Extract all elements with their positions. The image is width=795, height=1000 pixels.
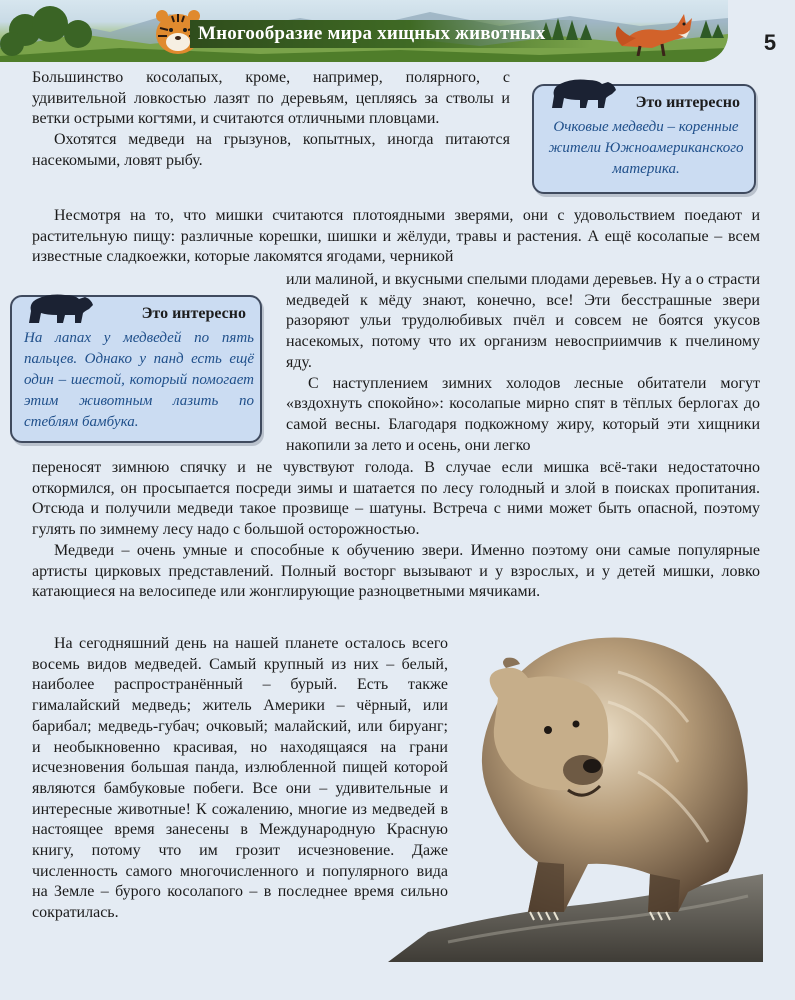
fun-fact-text: На лапах у медведей по пять пальцев. Однако у панд есть ещё один – шестой, который помогает этим животным лазить по стеблям бамбука. xyxy=(24,330,254,430)
paragraph: Большинство косолапых, кроме, например, полярного, с удивительной ловкостью лазят по деревьям, цепляясь за стволы и ветки острыми когтями, и считаются отличными пловцами. xyxy=(32,69,510,128)
fun-fact-text: Очковые медведи – коренные жители Южноамериканского материка. xyxy=(548,119,744,177)
fun-fact-title: Это интересно xyxy=(635,94,740,111)
paragraph: Медведи – очень умные и способные к обучению звери. Именно поэтому они самые популярные артисты цирковых представлений. Полный восторг вызывают и у взрослых, и у детей мишки, ловко катающиеся на велосипеде или жонглирующие разноцветными мячиками. xyxy=(32,541,760,601)
page-number: 5 xyxy=(763,30,777,55)
fun-fact-box xyxy=(10,295,262,443)
brown-bear-illustration xyxy=(388,612,763,962)
paragraph: С наступлением зимних холодов лесные обитатели могут «вздохнуть спокойно»: косолапые мирно спят в тёплых берлогах до самой весны. Благодаря подкожному жиру, который эти хищники накопили за лето и осень, они легко xyxy=(286,374,760,454)
winter-circus-paragraphs xyxy=(32,458,760,603)
bear-silhouette-icon xyxy=(24,289,96,325)
diet-paragraph xyxy=(32,206,760,268)
page-title: Многообразие мира хищных животных xyxy=(190,20,590,48)
right-column-paragraphs xyxy=(286,270,760,456)
paragraph: Несмотря на то, что мишки считаются плотоядными зверями, они с удовольствием поедают и растительную пищу: различные корешки, шишки и жёлуди, травы и растения. А ещё косолапые – всем известные сладкоежки, которые лакомятся ягодами, черникой xyxy=(32,207,760,266)
fun-fact-box xyxy=(532,84,756,194)
paragraph: Охотятся медведи на грызунов, копытных, иногда питаются насекомыми, ловят рыбу. xyxy=(32,131,510,169)
fox-icon xyxy=(612,6,702,56)
paragraph: или малиной, и вкусными спелыми плодами деревьев. Ну а о страсти медведей к мёду знают, конечно, все! Эти бесстрашные звери разоряют ульи трудолюбивых пчёл и совсем не боятся укусов насекомых, потому что их организм невосприимчив к пчелиному яду. xyxy=(286,271,760,371)
paragraph: переносят зимнюю спячку и не чувствуют голода. В случае если мишка всё-таки недостаточно откормился, он просыпается посреди зимы и шатается по лесу голодный и злой в поисках пропитания. Отсюда и получили медведи такое прозвище – шатуны. Встреча с ними может быть опасной, поэтому гулять по зимнему лесу надо с большой осторожностью. xyxy=(32,459,760,539)
species-paragraph xyxy=(32,634,448,924)
bear-silhouette-icon xyxy=(548,74,618,110)
intro-paragraphs xyxy=(32,68,510,172)
fun-fact-title: Это интересно xyxy=(141,305,246,322)
header-banner xyxy=(0,0,728,62)
paragraph: На сегодняшний день на нашей планете осталось всего восемь видов медведей. Самый крупный из них – белый, наиболее распространённый – бурый. Есть также гималайский медведь; житель Америки – чёрный, или барибал; медведь-губач; очковый; малайский, или бируанг; и необыкновенно красивая, но находящаяся на грани исчезновения большая панда, излюбленной пищей которой являются бамбуковые побеги. Все они – удивительные и интересные животные! К сожалению, многие из медведей в настоящее время занесены в Международную Красную книгу, потому что им грозит исчезновение. Даже численность самого многочисленного и популярного вида на Земле – бурого косолапого – в последнее время сильно сократилась. xyxy=(32,635,448,922)
